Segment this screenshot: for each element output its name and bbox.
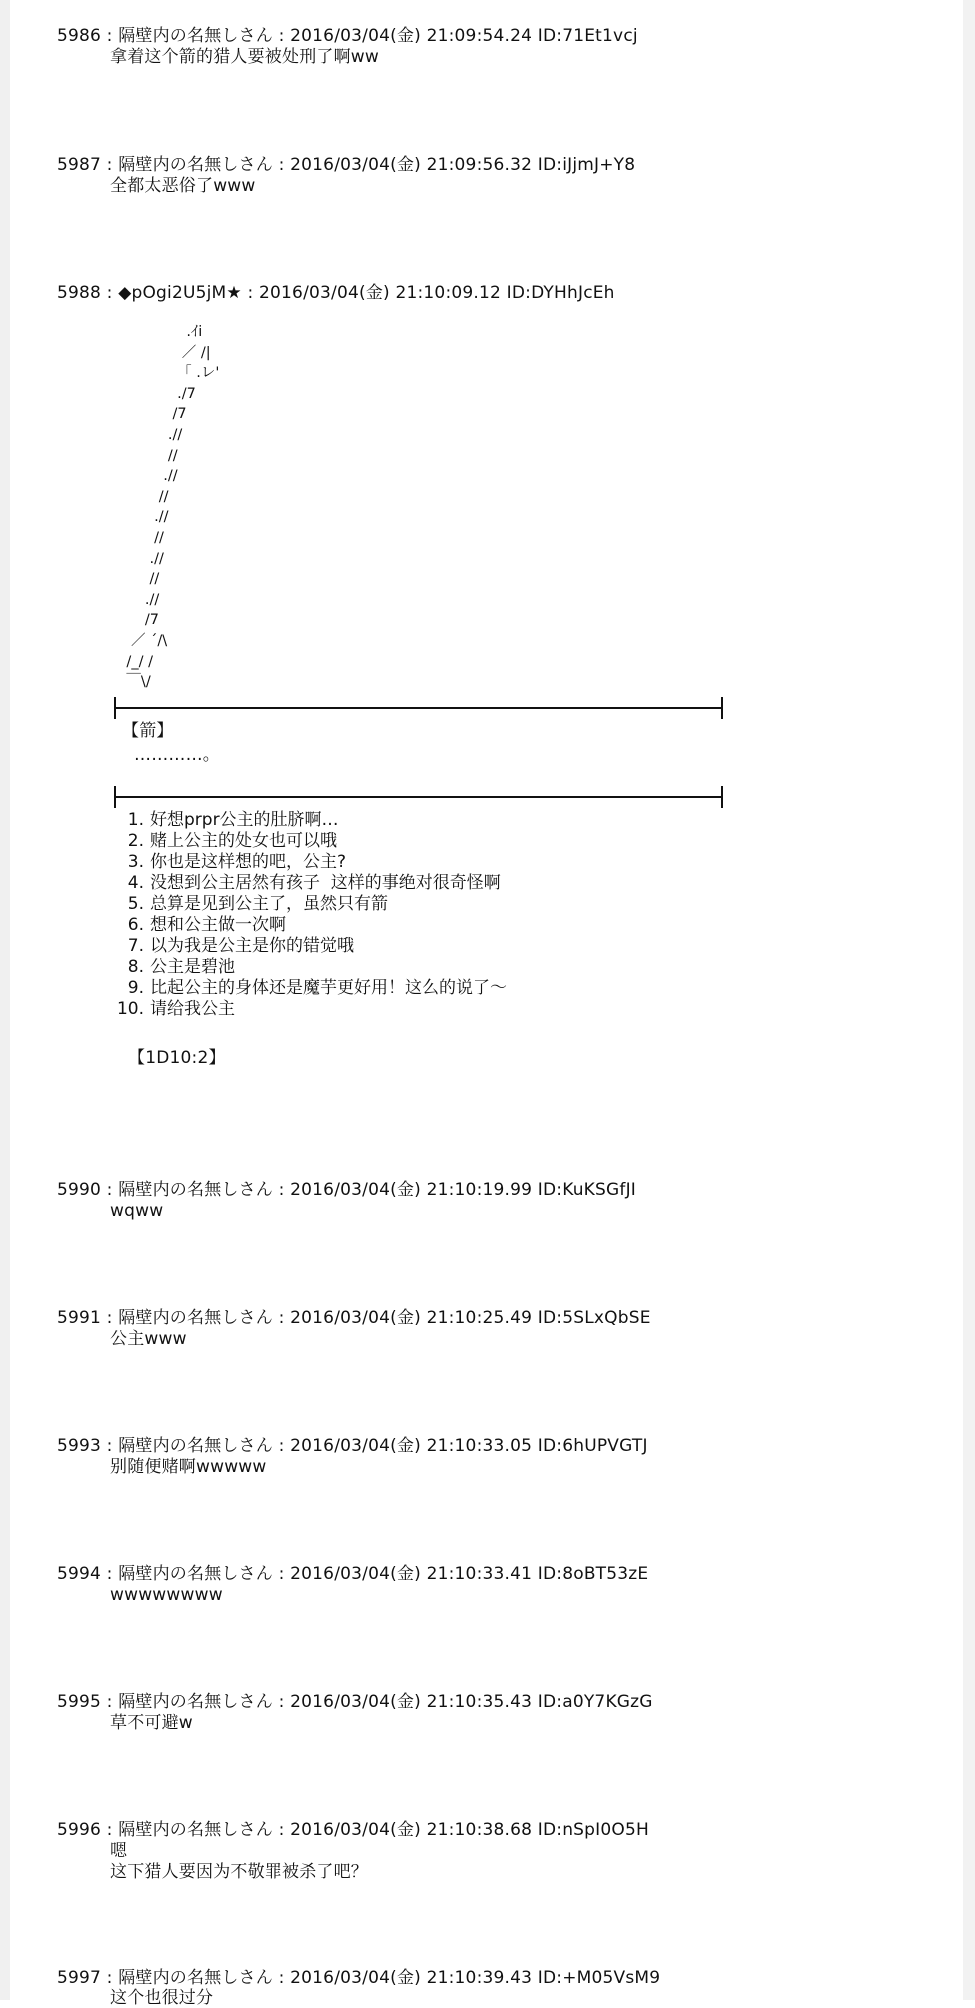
- choice-number: 8.: [127, 957, 144, 977]
- post-header: 5986 : 隔壁内の名無しさん : 2016/03/04(金) 21:09:54.24 ID:71Et1vcj: [57, 26, 638, 46]
- post-body-line: 这下猎人要因为不敬罪被杀了吧？: [110, 1862, 368, 1882]
- choice-text: 比起公主的身体还是魔芋更好用！这么的说了～: [150, 978, 507, 998]
- choice-text: 想和公主做一次啊: [150, 915, 286, 935]
- page-left-edge: [0, 0, 10, 2000]
- choice-number: 9.: [127, 978, 144, 998]
- post-body-line: 公主www: [110, 1329, 187, 1349]
- box-text: …………。: [134, 745, 220, 765]
- post-header: 5995 : 隔壁内の名無しさん : 2016/03/04(金) 21:10:35.43 ID:a0Y7KGzG: [57, 1692, 653, 1712]
- choice-item: [104, 873, 704, 893]
- post-body-line: 这个也很过分: [110, 1988, 214, 2008]
- choice-item: [104, 957, 704, 977]
- post-body-line: 拿着这个箭的猎人要被处刑了啊ww: [110, 47, 380, 67]
- rule-cross-right: [721, 786, 723, 808]
- rule-cross-left: [114, 786, 116, 808]
- dice-result: 【1D10:2】: [128, 1048, 226, 1068]
- choice-text: 赌上公主的处女也可以哦: [150, 831, 337, 851]
- choice-number: 5.: [127, 894, 144, 914]
- post-body-line: 全都太恶俗了www: [110, 176, 256, 196]
- choice-number: 10.: [116, 999, 144, 1019]
- ascii-art-arrow: .ｲi ／ /| 「 .レ' ./7 /7 .// // .// // .// // .// // .// /7 ／ ´/\ /_/ / ￣\/: [126, 324, 220, 691]
- box-label: 【箭】: [122, 721, 174, 741]
- post-body-line: 草不可避w: [110, 1713, 193, 1733]
- choice-text: 请给我公主: [150, 999, 235, 1019]
- choice-text: 好想prpr公主的肚脐啊…: [150, 810, 339, 830]
- choice-text: 没想到公主居然有孩子 这样的事绝对很奇怪啊: [150, 873, 501, 893]
- box-bottom-rule: [115, 796, 723, 798]
- choice-number: 1.: [127, 810, 144, 830]
- post-header: 5996 : 隔壁内の名無しさん : 2016/03/04(金) 21:10:38.68 ID:nSpI0O5H: [57, 1820, 649, 1840]
- post-header: 5991 : 隔壁内の名無しさん : 2016/03/04(金) 21:10:25.49 ID:5SLxQbSE: [57, 1308, 651, 1328]
- choice-item: [104, 894, 704, 914]
- post-header: 5988 : ◆pOgi2U5jM★ : 2016/03/04(金) 21:10:09.12 ID:DYHhJcEh: [57, 283, 615, 303]
- post-header: 5994 : 隔壁内の名無しさん : 2016/03/04(金) 21:10:33.41 ID:8oBT53zE: [57, 1564, 649, 1584]
- post-header: 5993 : 隔壁内の名無しさん : 2016/03/04(金) 21:10:33.05 ID:6hUPVGTJ: [57, 1436, 648, 1456]
- choice-number: 3.: [127, 852, 144, 872]
- post-header: 5990 : 隔壁内の名無しさん : 2016/03/04(金) 21:10:19.99 ID:KuKSGfJI: [57, 1180, 637, 1200]
- post-body-line: 嗯: [110, 1841, 128, 1861]
- choice-item: [104, 831, 704, 851]
- post-body-line: 别随便赌啊wwwww: [110, 1457, 267, 1477]
- choice-text: 以为我是公主是你的错觉哦: [150, 936, 354, 956]
- choice-item: [104, 936, 704, 956]
- choice-text: 总算是见到公主了，虽然只有箭: [150, 894, 388, 914]
- choice-item: [104, 978, 704, 998]
- box-top-rule: [115, 707, 723, 709]
- choice-item: [104, 999, 704, 1019]
- rule-cross-left: [114, 697, 116, 719]
- post-body-line: wwwwwwww: [110, 1585, 223, 1605]
- choice-item: [104, 915, 704, 935]
- post-header: 5997 : 隔壁内の名無しさん : 2016/03/04(金) 21:10:39.43 ID:+M05VsM9: [57, 1968, 661, 1988]
- choice-item: [104, 810, 704, 830]
- choice-text: 公主是碧池: [150, 957, 235, 977]
- rule-cross-right: [721, 697, 723, 719]
- choice-number: 2.: [127, 831, 144, 851]
- choice-number: 4.: [127, 873, 144, 893]
- choice-number: 6.: [127, 915, 144, 935]
- choice-text: 你也是这样想的吧，公主?: [150, 852, 347, 872]
- post-header: 5987 : 隔壁内の名無しさん : 2016/03/04(金) 21:09:56.32 ID:iJjmJ+Y8: [57, 155, 636, 175]
- post-body-line: wqww: [110, 1201, 164, 1221]
- page-right-edge: [963, 0, 975, 2000]
- choice-item: [104, 852, 704, 872]
- choice-number: 7.: [127, 936, 144, 956]
